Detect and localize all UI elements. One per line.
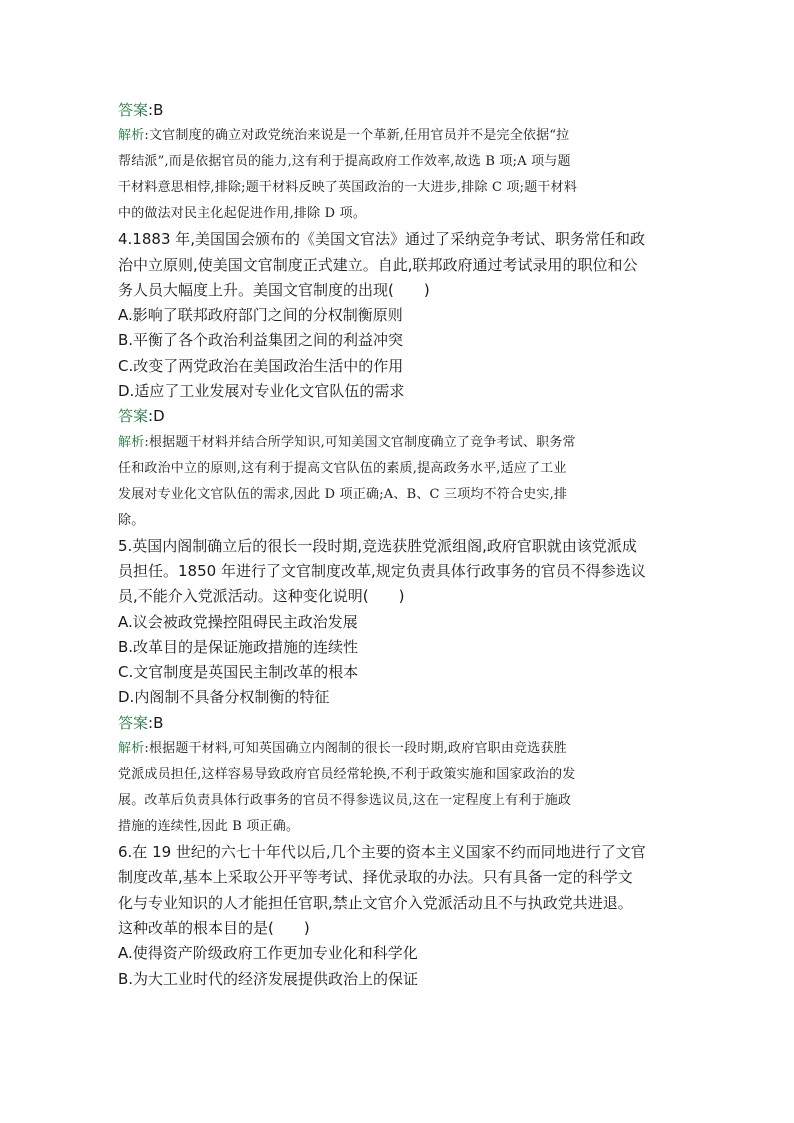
analysis-line: 除。 [118, 512, 145, 528]
question-line: 4.1883 年,美国国会颁布的《美国文官法》通过了采纳竞争考试、职务常任和政 [118, 230, 646, 249]
analysis-block [118, 123, 678, 227]
option-a: A.议会被政党操控阻碍民主政治发展 [118, 612, 358, 631]
analysis-line: 措施的连续性,因此 B 项正确。 [118, 819, 300, 835]
answer-line [118, 98, 678, 123]
analysis-line: 发展对专业化文官队伍的需求,因此 D 项正确;A、B、C 三项均不符合史实,排 [118, 486, 568, 502]
question-line: 员担任。1850 年进行了文官制度改革,规定负责具体行政事务的官员不得参选议 [118, 561, 646, 580]
analysis-block [118, 430, 678, 534]
option-a: A.使得资产阶级政府工作更加专业化和科学化 [118, 944, 418, 963]
question-line: 治中立原则,使美国文官制度正式建立。自此,联邦政府通过考试录用的职位和公 [118, 255, 638, 274]
answer-value: :B [148, 713, 164, 732]
analysis-line: 干材料意思相悖,排除;题干材料反映了英国政治的一大进步,排除 C 项;题干材料 [118, 180, 578, 196]
answer-label: 答案 [118, 407, 149, 426]
analysis-line: 解析:根据题干材料并结合所学知识,可知美国文官制度确立了竞争考试、职务常 [118, 434, 576, 450]
option-a: A.影响了联邦政府部门之间的分权制衡原则 [118, 306, 403, 325]
question-line: 化与专业知识的人才能担任官职,禁止文官介入党派活动且不与执政党共进退。 [118, 893, 633, 912]
analysis-block [118, 736, 678, 840]
document-body [118, 98, 678, 992]
option-b: B.为大工业时代的经济发展提供政治上的保证 [118, 969, 419, 988]
question-6-options [118, 941, 678, 992]
analysis-line: 解析:文官制度的确立对政党统治来说是一个革新,任用官员并不是完全依据“拉 [118, 128, 570, 144]
answer-value: :B [148, 101, 164, 119]
option-c: C.改变了两党政治在美国政治生活中的作用 [118, 356, 404, 375]
option-d: D.内阁制不具备分权制衡的特征 [118, 688, 330, 707]
analysis-label: 解析 [118, 128, 145, 144]
analysis-label: 解析 [118, 741, 145, 757]
option-d: D.适应了工业发展对专业化文官队伍的需求 [118, 382, 405, 401]
question-line: 制度改革,基本上采取公开平等考试、择优录取的办法。只有具备一定的科学文 [118, 868, 633, 887]
question-line: 务人员大幅度上升。美国文官制度的出现( ) [118, 280, 430, 299]
question-4-options [118, 303, 678, 404]
question-6 [118, 840, 678, 941]
question-line: 员,不能介入党派活动。这种变化说明( ) [118, 587, 405, 606]
analysis-line: 中的做法对民主化起促进作用,排除 D 项。 [118, 206, 367, 222]
analysis-line: 解析:根据题干材料,可知英国确立内阁制的很长一段时期,政府官职由竞选获胜 [118, 741, 567, 757]
option-c: C.文官制度是英国民主制改革的根本 [118, 663, 359, 682]
analysis-line: 展。改革后负责具体行政事务的官员不得参选议员,这在一定程度上有利于施政 [118, 793, 572, 809]
question-line: 6.在 19 世纪的六七十年代以后,几个主要的资本主义国家不约而同地进行了文官 [118, 843, 646, 862]
answer-line [118, 711, 678, 736]
analysis-line: 党派成员担任,这样容易导致政府官员经常轮换,不利于政策实施和国家政治的发 [118, 767, 576, 783]
question-5-options [118, 610, 678, 711]
question-5 [118, 534, 678, 610]
question-4 [118, 227, 678, 303]
option-b: B.平衡了各个政治利益集团之间的利益冲突 [118, 331, 404, 350]
answer-label: 答案 [118, 101, 149, 119]
answer-line [118, 404, 678, 429]
analysis-label: 解析 [118, 434, 145, 450]
question-line: 5.英国内阁制确立后的很长一段时期,竞选获胜党派组阁,政府官职就由该党派成 [118, 536, 637, 555]
answer-label: 答案 [118, 713, 149, 732]
option-b: B.改革目的是保证施政措施的连续性 [118, 637, 359, 656]
analysis-line: 任和政治中立的原则,这有利于提高文官队伍的素质,提高政务水平,适应了工业 [118, 460, 567, 476]
question-line: 这种改革的根本目的是( ) [118, 918, 310, 937]
answer-value: :D [148, 407, 165, 426]
analysis-line: 帮结派”,而是依据官员的能力,这有利于提高政府工作效率,故选 B 项;A 项与题 [118, 154, 571, 170]
